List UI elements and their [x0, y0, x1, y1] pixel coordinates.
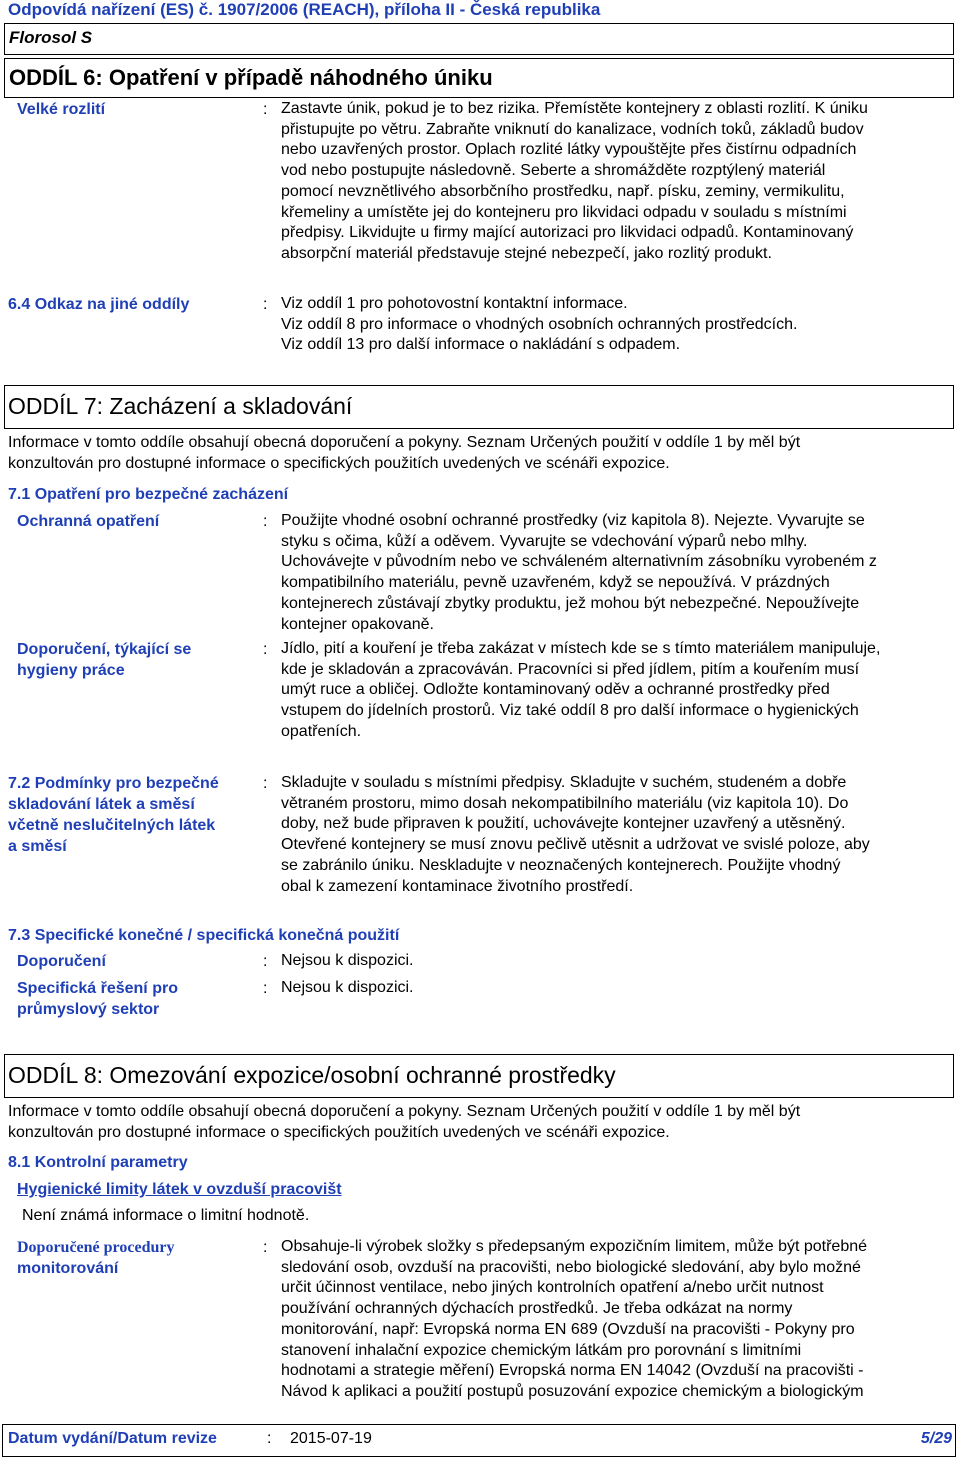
text-line: Viz oddíl 8 pro informace o vhodných osobních ochranných prostředcích. [281, 315, 798, 333]
label-line: monitorování [17, 1260, 119, 1277]
text-line: Použijte vhodné osobní ochranné prostředky (viz kapitola 8). Nejezte. Vyvarujte se [281, 512, 865, 529]
text-line: sledování osob, ovzduší na pracovišti, nebo biologické sledování, aby bylo možné [281, 1258, 861, 1276]
text-line: kontejner opakovaně. [281, 615, 434, 633]
text-line: Návod k aplikaci a použití postupů posuzování expozice chemickým a biologickým [281, 1382, 864, 1400]
text-line: stanovení inhalační expozice chemickým látkám pro porovnání s limitními [281, 1341, 802, 1359]
exposure-limits-heading: Hygienické limity látek v ovzduší pracovišt [17, 1181, 342, 1198]
colon: : [263, 513, 268, 530]
product-name-box [4, 23, 954, 55]
text-line: absorpční materiál představuje stejné nebezpečí, jako rozlitý produkt. [281, 244, 772, 262]
text-line: hodnotami a strategie měření) Evropská norma EN 14042 (Ovzduší na pracovišti - [281, 1362, 864, 1380]
text-line: používání ochranných dýchacích prostředků. Je třeba odkázat na normy [281, 1300, 793, 1318]
ref-other-sections-label: 6.4 Odkaz na jiné oddíly [8, 296, 190, 313]
colon: : [263, 641, 268, 658]
revision-date: 2015-07-19 [290, 1430, 372, 1447]
text-line: opatřeních. [281, 722, 362, 740]
regulation-header: Odpovídá nařízení (ES) č. 1907/2006 (REACH), příloha II - Česká republika [8, 0, 601, 19]
label-line: 7.2 Podmínky pro bezpečné [8, 775, 219, 792]
industrial-solutions-label [17, 978, 178, 1020]
footer-colon: : [267, 1430, 272, 1447]
subsection-8-1: 8.1 Kontrolní parametry [8, 1154, 188, 1171]
protective-measures-label: Ochranná opatření [17, 513, 160, 530]
text-line: Informace v tomto oddíle obsahují obecná doporučení a pokyny. Seznam Určených použití v oddíle 1 by měl být [8, 434, 801, 451]
label-line: průmyslový sektor [17, 1001, 160, 1018]
section-8-title: ODDÍL 8: Omezování expozice/osobní ochranné prostředky [8, 1062, 616, 1088]
label-line: skladování látek a směsí [8, 796, 195, 813]
text-line: umýt ruce a obličej. Odložte kontaminovaný oděv a ochranné prostředky před [281, 681, 830, 699]
recommendations-value: Nejsou k dispozici. [281, 952, 414, 969]
text-line: konzultován pro dostupné informace o specifických použitích uvedených ve scénáři expozice. [8, 455, 670, 472]
industrial-solutions-value: Nejsou k dispozici. [281, 979, 414, 996]
subsection-7-3: 7.3 Specifické konečné / specifická konečná použití [8, 927, 400, 944]
ref-other-sections-text [281, 294, 953, 356]
large-spills-label: Velké rozlití [17, 101, 106, 118]
label-line: Doporučení, týkající se [17, 641, 192, 658]
protective-measures-text [281, 511, 953, 635]
revision-date-label: Datum vydání/Datum revize [8, 1430, 217, 1447]
monitoring-text [281, 1237, 953, 1403]
product-name: Florosol S [9, 28, 93, 47]
text-line: Viz oddíl 13 pro další informace o nakládání s odpadem. [281, 336, 681, 354]
hygiene-label [17, 639, 191, 681]
colon: : [263, 953, 268, 970]
text-line: Jídlo, pití a kouření je třeba zakázat v místech kde se s tímto materiálem manipuluje, [281, 640, 881, 657]
text-line: Zastavte únik, pokud je to bez rizika. Přemístěte kontejnery z oblasti rozlití. K úniku [281, 100, 868, 117]
text-line: se zabránilo úniku. Neskladujte v neoznačených kontejnerech. Použijte vhodný [281, 856, 841, 874]
text-line: předpisy. Likvidujte u firmy mající autorizaci pro likvidaci odpadů. Kontaminovaný [281, 224, 854, 242]
text-line: určit účinnost ventilace, nebo jiných kontrolních opatření a/nebo určit nutnost [281, 1279, 824, 1297]
section-7-intro [8, 432, 948, 474]
text-line: vod nebo postupujte následovně. Seberte a shromážděte rozptýlený materiál [281, 162, 826, 180]
text-line: Otevřené kontejnery se musí znovu pečlivě utěsnit a udržovat ve svislé poloze, aby [281, 836, 870, 854]
text-line: styku s očima, kůží a oděvem. Vyvarujte se vdechování výparů nebo mlhy. [281, 532, 808, 550]
text-line: monitorování, např: Evropská norma EN 689 (Ovzduší na pracovišti - Pokyny pro [281, 1320, 855, 1338]
large-spills-text [281, 99, 953, 265]
section-8-intro [8, 1101, 948, 1143]
text-line: Informace v tomto oddíle obsahují obecná doporučení a pokyny. Seznam Určených použití v oddíle 1 by měl být [8, 1103, 801, 1120]
label-line: hygieny práce [17, 662, 125, 679]
label-line: Doporučené procedury [17, 1239, 175, 1256]
colon: : [263, 296, 268, 313]
label-line: včetně neslučitelných látek [8, 817, 216, 834]
page-number: 5/29 [920, 1430, 952, 1447]
text-line: doby, než bude připraven k použití, uchovávejte kontejner uzavřený a utěsněný. [281, 815, 846, 833]
label-line: Specifická řešení pro [17, 980, 178, 997]
text-line: konzultován pro dostupné informace o specifických použitích uvedených ve scénáři expozice. [8, 1124, 670, 1141]
text-line: Uchovávejte v původním nebo ve schváleném alternativním zásobníku vyrobeném z [281, 553, 877, 571]
monitoring-label [17, 1237, 174, 1279]
colon: : [263, 775, 268, 792]
subsection-7-1: 7.1 Opatření pro bezpečné zacházení [8, 486, 289, 503]
colon: : [263, 1239, 268, 1256]
colon: : [263, 980, 268, 997]
section-7-title: ODDÍL 7: Zacházení a skladování [8, 393, 353, 419]
recommendations-label: Doporučení [17, 953, 106, 970]
section-6-title: ODDÍL 6: Opatření v případě náhodného úniku [9, 65, 493, 90]
storage-conditions-text [281, 773, 953, 897]
text-line: nebo uzavřených prostor. Oplach rozlité látky vypouštějte přes čistírnu odpadních [281, 141, 857, 159]
label-line: a směsí [8, 838, 67, 855]
text-line: kompatibilního materiálu, pevně uzavřeném, když se nepoužívá. V prázdných [281, 574, 830, 592]
hygiene-text [281, 639, 953, 743]
storage-conditions-label [8, 773, 219, 857]
text-line: kontejnerech zůstávají zbytky produktu, jež mohou být nebezpečné. Nepoužívejte [281, 594, 860, 612]
text-line: obal k zamezení kontaminace životního prostředí. [281, 877, 634, 895]
text-line: pomocí nevznětlivého absorbčního prostředku, např. písku, zeminy, vermikulitu, [281, 182, 845, 200]
text-line: větraném prostoru, mimo dosah nekompatibilního materiálu (viz kapitola 10). Do [281, 794, 849, 812]
text-line: Skladujte v souladu s místními předpisy. Skladujte v suchém, studeném a dobře [281, 774, 847, 791]
text-line: přistupujte po větru. Zabraňte vniknutí do kanalizace, vodních toků, základů budov [281, 120, 864, 138]
text-line: vstupem do jídelních prostorů. Viz také oddíl 8 pro další informace o hygienických [281, 702, 859, 720]
colon: : [263, 101, 268, 118]
limits-note: Není známá informace o limitní hodnotě. [22, 1207, 310, 1224]
text-line: Obsahuje-li výrobek složky s předepsaným expozičním limitem, může být potřebné [281, 1238, 868, 1255]
text-line: křemeliny a umístěte jej do kontejneru pro likvidaci odpadu v souladu s místními [281, 203, 847, 221]
text-line: kde je skladován a zpracováván. Pracovníci si před jídlem, pitím a kouřením musí [281, 660, 860, 678]
text-line: Viz oddíl 1 pro pohotovostní kontaktní informace. [281, 295, 628, 312]
